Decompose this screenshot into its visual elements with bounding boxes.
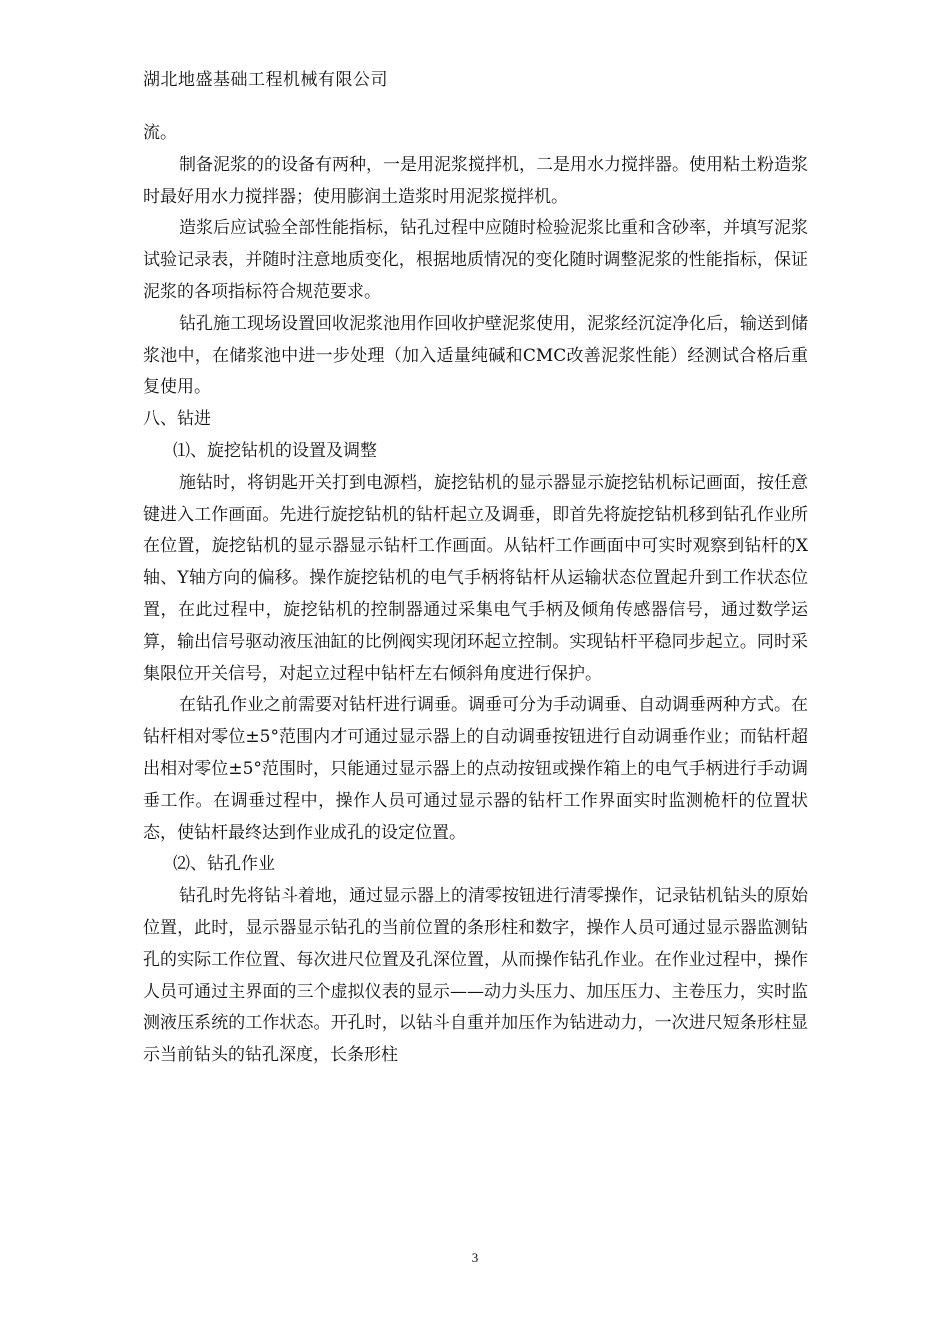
section-heading-drilling: 八、钻进 [143,409,211,430]
body-text [143,118,808,1072]
subsection-heading-drilling-operation: ⑵、钻孔作业 [173,854,275,875]
paragraph-drill-setup: 施钻时，将钥匙开关打到电源档，旋挖钻机的显示器显示旋挖钻机标记画面，按任意键进入工作画面。先进行旋挖钻机的钻杆起立及调垂，即首先将旋挖钻机移到钻孔作业所在位置，旋挖钻机的显示器显示钻杆工作画面。从钻杆工作画面中可实时观察到钻杆的X轴、Y轴方向的偏移。操作旋挖钻机的电气手柄将钻杆从运输状态位置起升到工作状态位置，在此过程中，旋挖钻机的控制器通过采集电气手柄及倾角传感器信号，通过数学运算，输出信号驱动液压油缸的比例阀实现闭环起立控制。实现钻杆平稳同步起立。同时采集限位开关信号，对起立过程中钻杆左右倾斜角度进行保护。 [143,472,808,684]
paragraph-verticality-adjust: 在钻孔作业之前需要对钻杆进行调垂。调垂可分为手动调垂、自动调垂两种方式。在钻杆相对零位±5°范围内才可通过显示器上的自动调垂按钮进行自动调垂作业；而钻杆超出相对零位±5°范围时，只能通过显示器上的点动按钮或操作箱上的电气手柄进行手动调垂工作。在调垂过程中，操作人员可通过显示器的钻杆工作界面实时监测桅杆的位置状态，使钻杆最终达到作业成孔的设定位置。 [143,695,808,843]
page-number: 3 [471,1250,479,1265]
paragraph-continuation: 流。 [143,123,177,143]
paragraph-mud-testing: 造浆后应试验全部性能指标，钻孔过程中应随时检验泥浆比重和含砂率，并填写泥浆试验记录表，并随时注意地质变化，根据地质情况的变化随时调整泥浆的性能指标，保证泥浆的各项指标符合规范要求。 [143,218,808,302]
company-header: 湖北地盛基础工程机械有限公司 [143,70,388,90]
paragraph-mud-recycling: 钻孔施工现场设置回收泥浆池用作回收护壁泥浆使用，泥浆经沉淀净化后，输送到储浆池中，在储浆池中进一步处理（加入适量纯碱和CMC改善泥浆性能）经测试合格后重复使用。 [143,313,808,398]
subsection-heading-setup: ⑴、旋挖钻机的设置及调整 [173,440,377,461]
paragraph-mud-equipment: 制备泥浆的的设备有两种，一是用泥浆搅拌机，二是用水力搅拌器。使用粘土粉造浆时最好用水力搅拌器；使用膨润土造浆时用泥浆搅拌机。 [143,154,808,207]
paragraph-drilling-operation: 钻孔时先将钻斗着地，通过显示器上的清零按钮进行清零操作，记录钻机钻头的原始位置，此时，显示器显示钻孔的当前位置的条形柱和数字，操作人员可通过显示器监测钻孔的实际工作位置、每次进尺位置及孔深位置，从而操作钻孔作业。在作业过程中，操作人员可通过主界面的三个虚拟仪表的显示——动力头压力、加压压力、主卷压力，实时监测液压系统的工作状态。开孔时，以钻斗自重并加压作为钻进动力，一次进尺短条形柱显示当前钻头的钻孔深度，长条形柱 [143,886,808,1066]
